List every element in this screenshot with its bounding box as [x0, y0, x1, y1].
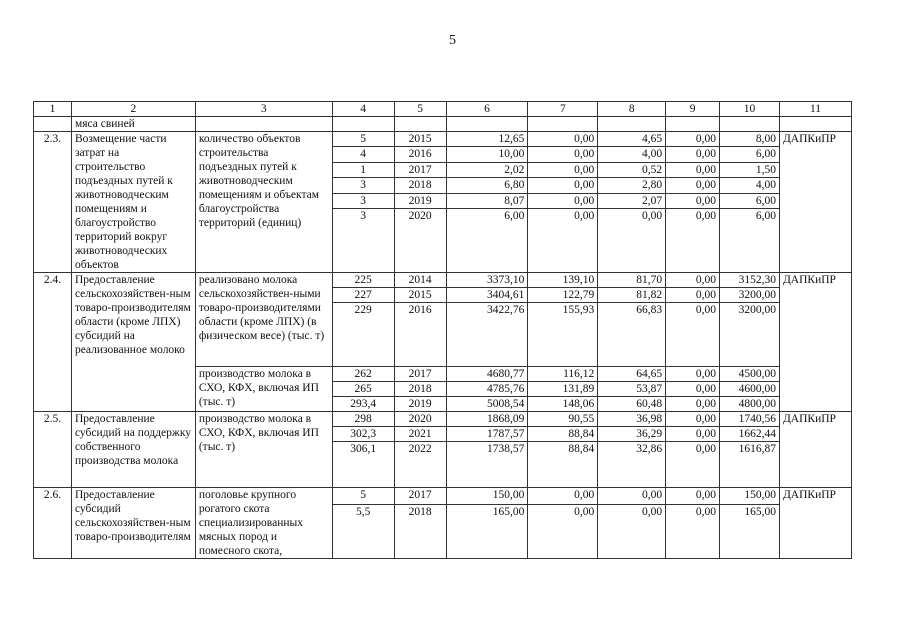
indicator-value: 262 — [332, 367, 394, 382]
federal-budget: 0,00 — [528, 488, 598, 505]
federal-budget: 88,84 — [528, 442, 598, 488]
federal-budget: 0,00 — [528, 147, 598, 162]
total-cost: 6,80 — [446, 178, 528, 193]
regional-budget: 2,80 — [598, 178, 666, 193]
year-cell: 2017 — [394, 488, 446, 505]
table-row — [34, 273, 852, 288]
header-cell: 6 — [446, 102, 528, 117]
total-cost: 150,00 — [446, 488, 528, 505]
other-sources: 4,00 — [720, 178, 780, 193]
local-budget: 0,00 — [666, 382, 720, 397]
year-cell: 2015 — [394, 288, 446, 303]
other-sources: 6,00 — [720, 193, 780, 208]
regional-budget: 0,00 — [598, 505, 666, 559]
section-code: 2.4. — [34, 273, 72, 412]
other-sources: 3152,30 — [720, 273, 780, 288]
federal-budget: 0,00 — [528, 178, 598, 193]
indicator-value: 229 — [332, 303, 394, 367]
header-cell: 2 — [71, 102, 195, 117]
other-sources: 4600,00 — [720, 382, 780, 397]
section-code: 2.3. — [34, 132, 72, 273]
federal-budget: 88,84 — [528, 427, 598, 442]
executor: ДАПКиПР — [779, 488, 851, 559]
header-cell: 10 — [720, 102, 780, 117]
other-sources: 165,00 — [720, 505, 780, 559]
regional-budget: 0,00 — [598, 488, 666, 505]
regional-budget: 60,48 — [598, 397, 666, 412]
local-budget: 0,00 — [666, 288, 720, 303]
total-cost: 8,07 — [446, 193, 528, 208]
year-cell: 2017 — [394, 367, 446, 382]
year-cell: 2021 — [394, 427, 446, 442]
total-cost: 1787,57 — [446, 427, 528, 442]
local-budget: 0,00 — [666, 193, 720, 208]
header-cell: 1 — [34, 102, 72, 117]
header-cell: 5 — [394, 102, 446, 117]
total-cost: 12,65 — [446, 132, 528, 147]
indicator-value: 293,4 — [332, 397, 394, 412]
local-budget: 0,00 — [666, 273, 720, 288]
program-table — [33, 101, 852, 559]
federal-budget: 122,79 — [528, 288, 598, 303]
indicator-text: количество объектов строительства подъездных путей к животноводческим помещениям и объектам благоустройства территорий (единиц) — [195, 132, 332, 273]
year-cell: 2020 — [394, 412, 446, 427]
year-cell: 2018 — [394, 382, 446, 397]
other-sources: 8,00 — [720, 132, 780, 147]
federal-budget: 131,89 — [528, 382, 598, 397]
local-budget: 0,00 — [666, 505, 720, 559]
total-cost: 6,00 — [446, 209, 528, 273]
indicator-value: 225 — [332, 273, 394, 288]
federal-budget: 90,55 — [528, 412, 598, 427]
regional-budget: 2,07 — [598, 193, 666, 208]
header-cell: 7 — [528, 102, 598, 117]
regional-budget: 66,83 — [598, 303, 666, 367]
regional-budget: 36,98 — [598, 412, 666, 427]
local-budget: 0,00 — [666, 488, 720, 505]
regional-budget: 4,00 — [598, 147, 666, 162]
indicator-value: 3 — [332, 178, 394, 193]
measure-text: Предоставление сельскохозяйствен-ным товаро-производителям области (кроме ЛПХ) субсидий на реализованное молоко — [71, 273, 195, 412]
indicator-value: 5 — [332, 488, 394, 505]
indicator-value: 4 — [332, 147, 394, 162]
header-cell: 8 — [598, 102, 666, 117]
executor: ДАПКиПР — [779, 132, 851, 273]
indicator-value: 5 — [332, 132, 394, 147]
table-body — [34, 102, 852, 559]
other-sources: 150,00 — [720, 488, 780, 505]
code-cell — [34, 117, 72, 132]
measure-text: Возмещение части затрат на строительство подъездных путей к животноводческим помещениям и благоустройство территорий вокруг животноводческих объектов — [71, 132, 195, 273]
year-cell: 2016 — [394, 303, 446, 367]
total-cost: 3404,61 — [446, 288, 528, 303]
federal-budget: 148,06 — [528, 397, 598, 412]
year-cell: 2019 — [394, 193, 446, 208]
section-code: 2.5. — [34, 412, 72, 488]
regional-budget: 4,65 — [598, 132, 666, 147]
local-budget: 0,00 — [666, 397, 720, 412]
local-budget: 0,00 — [666, 367, 720, 382]
indicator-text: поголовье крупного рогатого скота специализированных мясных пород и помесного скота, — [195, 488, 332, 559]
other-sources: 1662,44 — [720, 427, 780, 442]
total-cost: 3422,76 — [446, 303, 528, 367]
local-budget: 0,00 — [666, 132, 720, 147]
regional-budget: 0,00 — [598, 209, 666, 273]
federal-budget: 0,00 — [528, 505, 598, 559]
local-budget: 0,00 — [666, 209, 720, 273]
header-cell: 4 — [332, 102, 394, 117]
federal-budget: 116,12 — [528, 367, 598, 382]
local-budget: 0,00 — [666, 303, 720, 367]
indicator-text: реализовано молока сельскохозяйствен-ными товаро-производителями области (кроме ЛПХ) (в физическом весе) (тыс. т) — [195, 273, 332, 367]
other-sources: 1740,56 — [720, 412, 780, 427]
local-budget: 0,00 — [666, 442, 720, 488]
other-sources: 3200,00 — [720, 288, 780, 303]
page-number: 5 — [449, 33, 456, 48]
total-cost: 4680,77 — [446, 367, 528, 382]
header-row — [34, 102, 852, 117]
regional-budget: 53,87 — [598, 382, 666, 397]
total-cost: 4785,76 — [446, 382, 528, 397]
year-cell: 2016 — [394, 147, 446, 162]
header-cell: 11 — [779, 102, 851, 117]
year-cell: 2014 — [394, 273, 446, 288]
federal-budget: 0,00 — [528, 209, 598, 273]
executor: ДАПКиПР — [779, 273, 851, 412]
year-cell: 2019 — [394, 397, 446, 412]
year-cell: 2015 — [394, 132, 446, 147]
regional-budget: 0,52 — [598, 162, 666, 177]
other-sources: 6,00 — [720, 147, 780, 162]
other-sources: 1616,87 — [720, 442, 780, 488]
indicator-value: 298 — [332, 412, 394, 427]
federal-budget: 0,00 — [528, 162, 598, 177]
other-sources: 6,00 — [720, 209, 780, 273]
total-cost: 10,00 — [446, 147, 528, 162]
local-budget: 0,00 — [666, 162, 720, 177]
table-row — [34, 132, 852, 147]
measure-text: Предоставление субсидий сельскохозяйствен-ным товаро-производителям — [71, 488, 195, 559]
total-cost: 2,02 — [446, 162, 528, 177]
local-budget: 0,00 — [666, 178, 720, 193]
table-row — [34, 488, 852, 505]
indicator-value: 306,1 — [332, 442, 394, 488]
section-code: 2.6. — [34, 488, 72, 559]
year-cell: 2018 — [394, 178, 446, 193]
local-budget: 0,00 — [666, 147, 720, 162]
local-budget: 0,00 — [666, 427, 720, 442]
other-sources: 4800,00 — [720, 397, 780, 412]
total-cost: 1738,57 — [446, 442, 528, 488]
indicator-value: 227 — [332, 288, 394, 303]
header-cell: 9 — [666, 102, 720, 117]
header-cell: 3 — [195, 102, 332, 117]
other-sources: 4500,00 — [720, 367, 780, 382]
regional-budget: 32,86 — [598, 442, 666, 488]
indicator-text: производство молока в СХО, КФХ, включая ИП (тыс. т) — [195, 412, 332, 488]
measure-text: Предоставление субсидий на поддержку собственного производства молока — [71, 412, 195, 488]
continuation-row — [34, 117, 852, 132]
indicator-value: 3 — [332, 193, 394, 208]
measure-cell: мяса свиней — [71, 117, 195, 132]
table-row — [34, 412, 852, 427]
total-cost: 165,00 — [446, 505, 528, 559]
total-cost: 3373,10 — [446, 273, 528, 288]
indicator-text: производство молока в СХО, КФХ, включая ИП (тыс. т) — [195, 367, 332, 412]
indicator-value: 265 — [332, 382, 394, 397]
indicator-value: 302,3 — [332, 427, 394, 442]
regional-budget: 64,65 — [598, 367, 666, 382]
executor: ДАПКиПР — [779, 412, 851, 488]
federal-budget: 155,93 — [528, 303, 598, 367]
indicator-value: 1 — [332, 162, 394, 177]
regional-budget: 36,29 — [598, 427, 666, 442]
year-cell: 2020 — [394, 209, 446, 273]
indicator-value: 3 — [332, 209, 394, 273]
local-budget: 0,00 — [666, 412, 720, 427]
year-cell: 2022 — [394, 442, 446, 488]
indicator-value: 5,5 — [332, 505, 394, 559]
federal-budget: 139,10 — [528, 273, 598, 288]
regional-budget: 81,70 — [598, 273, 666, 288]
regional-budget: 81,82 — [598, 288, 666, 303]
year-cell: 2017 — [394, 162, 446, 177]
total-cost: 5008,54 — [446, 397, 528, 412]
total-cost: 1868,09 — [446, 412, 528, 427]
year-cell: 2018 — [394, 505, 446, 559]
federal-budget: 0,00 — [528, 193, 598, 208]
other-sources: 3200,00 — [720, 303, 780, 367]
federal-budget: 0,00 — [528, 132, 598, 147]
other-sources: 1,50 — [720, 162, 780, 177]
